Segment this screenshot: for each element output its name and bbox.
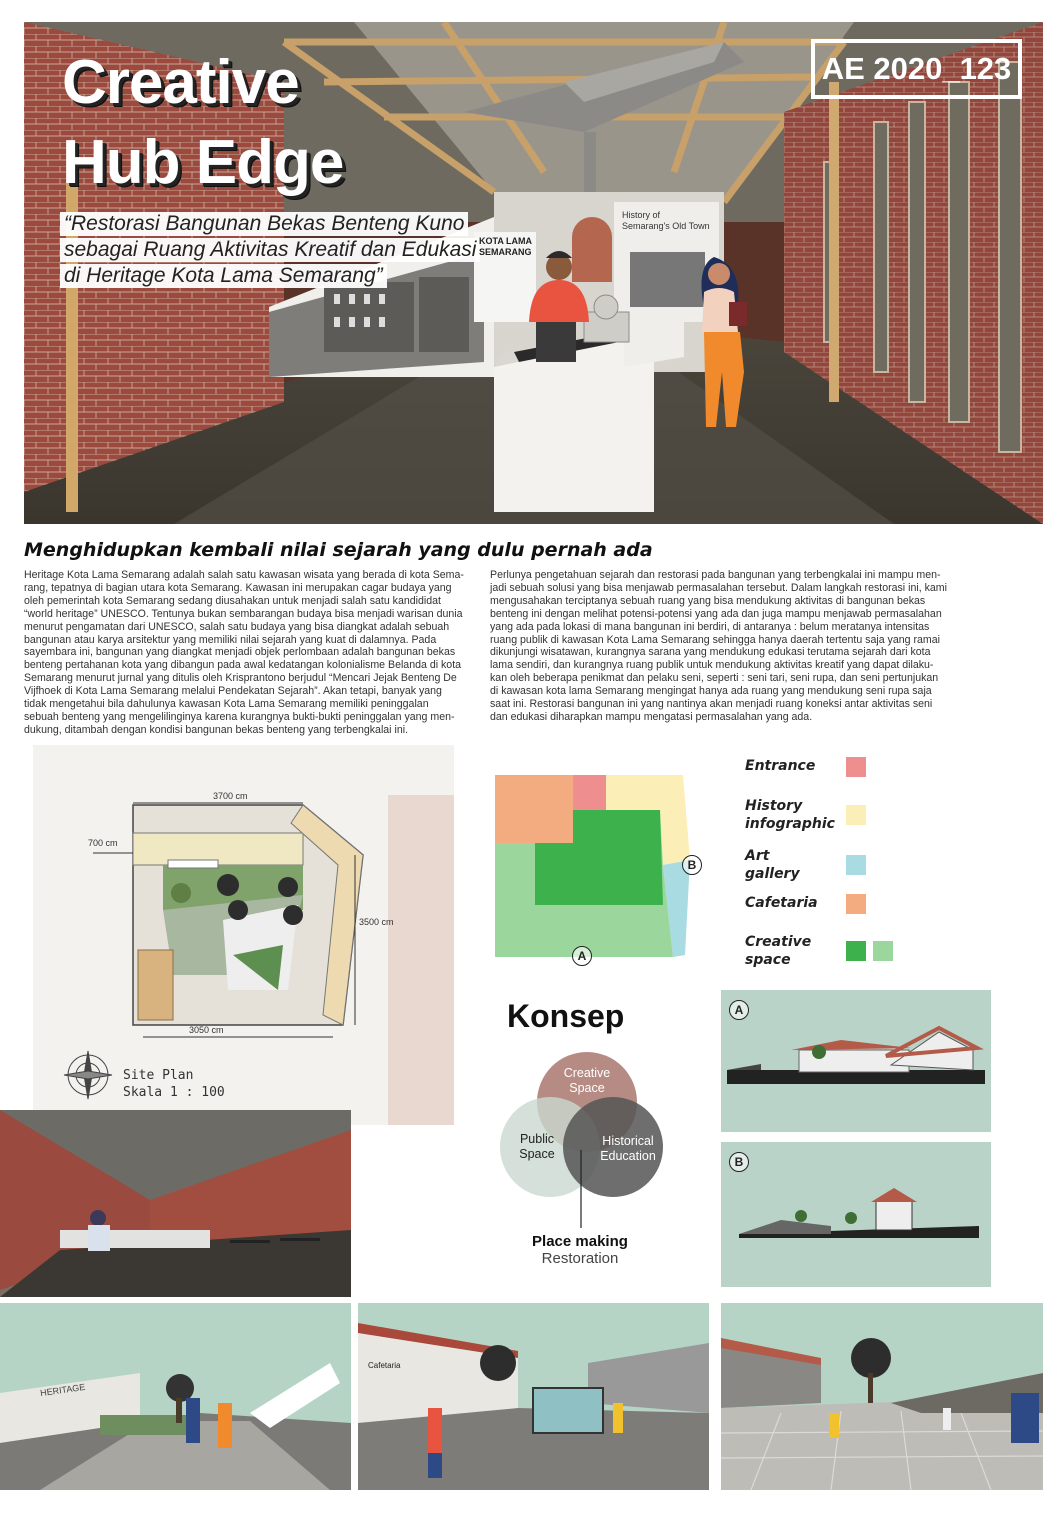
site-plan-label: Site Plan Skala 1 : 100 (123, 1068, 225, 1100)
article-col2-line: saat ini. Restorasi bangunan ini yang nantinya akan menjadi ruang koneksi antar aktivitas seni (490, 698, 933, 711)
article-col2-line: benteng ini dengan melihat potensi-potensi yang ada dan juga mampu menjawab permasalahan (490, 607, 942, 620)
venn-public-label: Public Space (519, 1132, 555, 1161)
section-b-marker: B (729, 1152, 749, 1172)
legend-label: Cafetaria (745, 895, 818, 911)
article-col2-line: mengusahakan terciptanya sebuah ruang yang bisa mendukung aktivitas di bangunan bekas (490, 594, 926, 607)
dimension-left: 700 cm (88, 838, 118, 848)
legend-label: Creative space (745, 934, 812, 968)
section-heading: Menghidupkan kembali nilai sejarah yang dulu pernah ada (24, 539, 653, 561)
article-col1-line: Vijfhoek di Kota Lama Semarang melalui Pendekatan Sejarah”. Akan tetapi, banyak yang (24, 685, 442, 698)
article-col1-line: tidak mengetahui bila dahulunya kawasan Kota Lama Semarang memiliki peninggalan (24, 698, 429, 711)
kota-lama-sign: KOTA LAMA SEMARANG (479, 236, 532, 257)
venn-historical-label: Historical Education (600, 1134, 656, 1163)
article-col2-line: dikunjungi wisatawan, kurangnya sarana yang mendukung edukasi terutama sejarah dari kota (490, 646, 931, 659)
dimension-top: 3700 cm (213, 791, 248, 801)
article-col1-line: “world heritage” UNESCO. Tentunya bukan sembarangan budaya bisa menjadi warisan dunia (24, 607, 463, 620)
subtitle-line1: “Restorasi Bangunan Bekas Benteng Kuno (60, 212, 468, 236)
article-col2-line: ruang publik di kawasan Kota Lama Semarang sehingga hanya daerah tertentu saja yang ramai (490, 633, 940, 646)
legend-label: History infographic (745, 798, 835, 832)
article-col1-line: dukung, ditambah dengan kondisi bangunan bekas benteng yang terbengkalai ini. (24, 723, 409, 736)
history-panel-text: History of Semarang's Old Town (622, 210, 710, 231)
mural-text: HERITAGE (39, 1381, 86, 1399)
article-column-1 (24, 569, 469, 737)
article-col1-line: sebuah benteng yang mengelilinginya karena kurangnya bukti-bukti peninggalan yang men- (24, 710, 455, 723)
article-col2-line: dan edukasi diharapkan mampu mengatasi permasalahan yang ada. (490, 710, 813, 723)
legend-swatch (846, 855, 866, 875)
article-col2-line: kan oleh beberapa penikmat dan pelaku seni, seperti : seni tari, seni rupa, dan seni pertunjukan (490, 672, 939, 685)
article-col2-line: di kawasan kota lama Semarang mengingat hanya ada ruang yang mendukung seni rupa saja (490, 685, 932, 698)
article-col1-line: rang, tepatnya di bagian utara kota Semarang. Kawasan ini merupakan cagar budaya yang (24, 581, 452, 594)
article-col1-line: benteng pertahanan kota yang dibangun pada awal kedatangan kolonialisme Belanda di kota (24, 659, 462, 672)
section-a-marker: A (729, 1000, 749, 1020)
project-title-line2: Hub Edge (62, 128, 344, 197)
article-col1-line: sayembara ini, bangunan yang diangkat menjadi objek perlombaan adalah bangunan bekas (24, 646, 456, 659)
cafetaria-sign: Cafetaria (368, 1361, 401, 1370)
article-col2-line: lama sendiri, dan kurangnya ruang publik untuk mendukung aktivitas kreatif yang dapat dilaku- (490, 659, 934, 672)
legend-swatch (846, 805, 866, 825)
venn-creative-label: Creative Space (563, 1066, 611, 1095)
legend-swatch (846, 894, 866, 914)
project-title-line1: Creative (62, 48, 299, 117)
section-a (721, 990, 991, 1132)
zoning-diagram (495, 775, 697, 963)
legend-swatch (846, 757, 866, 777)
render-outdoor-mural (0, 1303, 351, 1490)
zoning-marker-a: A (572, 946, 592, 966)
legend-swatch (846, 941, 866, 961)
render-amphitheatre (721, 1303, 1043, 1490)
article-col1-line: oleh pemerintah kota Semarang sedang diusahakan untuk menjadi salah satu kandididat (24, 594, 441, 607)
render-cafetaria-interior (0, 1110, 351, 1297)
article-col1-line: bangunan atau karya arsitektur yang memiliki nilai sejarah yang kuat di dalamnya. Pada (24, 633, 437, 646)
hero-render (24, 22, 1043, 524)
article-col2-line: yang ada pada lokasi di mana bangunan ini berdiri, di antaranya : belum meratanya intensitas (490, 620, 930, 633)
article-col1-line: Semarang menurut jurnal yang ditulis oleh Krisprantono berjudul “Mencari Jejak Benteng De (24, 672, 457, 685)
site-plan (33, 745, 454, 1125)
section-b (721, 1142, 991, 1287)
legend-label: Entrance (745, 758, 816, 774)
konsep-title: Konsep (507, 998, 625, 1034)
place-making-caption: Place making Restoration (532, 1233, 628, 1267)
competition-code-badge: AE 2020_123 (811, 39, 1022, 99)
konsep-venn (495, 1050, 670, 1230)
zoning-legend (745, 757, 925, 977)
site-plan-drawing (33, 745, 454, 1125)
legend-label: Art gallery (745, 848, 800, 882)
article-col1-line: menurut pengamatan dari UNESCO, salah satu budaya yang bisa diangkat adalah sebuah (24, 620, 450, 633)
render-courtyard (358, 1303, 709, 1490)
dimension-right: 3500 cm (359, 917, 394, 927)
dimension-bottom: 3050 cm (189, 1025, 224, 1035)
article-col2-line: jadi sebuah solusi yang bisa menjawab permasalahan tersebut. Dalam langkah restorasi ini, kami (490, 581, 947, 594)
article-column-2 (490, 569, 950, 724)
article-col2-line: Perlunya pengetahuan sejarah dan restorasi pada bangunan yang terbengkalai ini mampu men- (490, 569, 941, 581)
subtitle-line3: di Heritage Kota Lama Semarang” (60, 264, 387, 288)
zoning-marker-b: B (682, 855, 702, 875)
subtitle-line2: sebagai Ruang Aktivitas Kreatif dan Edukasi (60, 238, 480, 262)
legend-swatch (873, 941, 893, 961)
article-col1-line: Heritage Kota Lama Semarang adalah salah satu kawasan wisata yang berada di kota Sema- (24, 569, 464, 581)
